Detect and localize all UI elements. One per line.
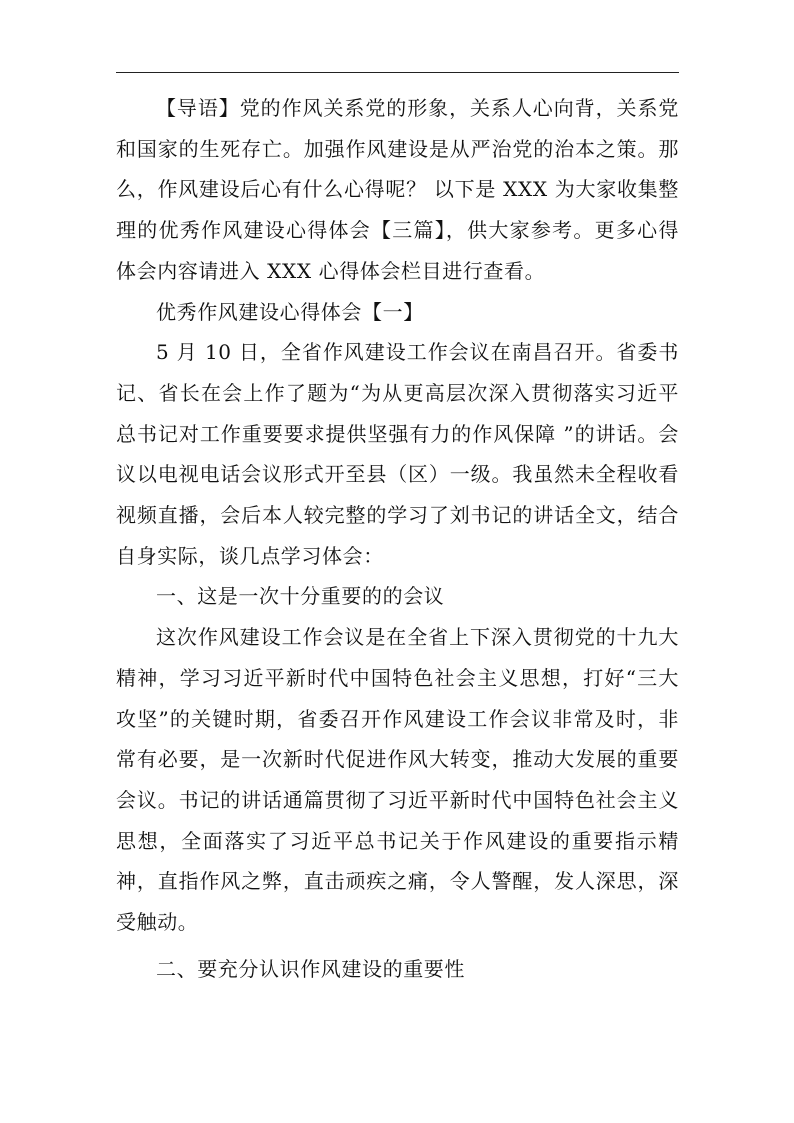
intro-paragraph: 【导语】党的作风关系党的形象，关系人心向背，关系党和国家的生死存亡。加强作风建设是从严治党的治本之策。那么，作风建设后心有什么心得呢？ 以下是 XXX 为大家收集整理的优秀作风建设心得体会【三篇】，供大家参考。更多心得体会内容请进入 XXX 心得体会栏目进行查看。	[116, 96, 679, 283]
paragraph-1: 5 月 10 日，全省作风建设工作会议在南昌召开。省委书记、省长在会上作了题为“为从更高层次深入贯彻落实习近平总书记对工作重要要求提供坚强有力的作风保障 ”的讲话。会议以电视电话会议形式开至县（区）一级。我虽然未全程收看视频直播，会后本人较完整的学习了刘书记的讲话全文，结合自身实际，谈几点学习体会：	[116, 340, 679, 568]
document-body	[116, 88, 679, 989]
section-title: 优秀作风建设心得体会【一】	[156, 299, 424, 324]
header-rule	[116, 72, 679, 73]
heading-2: 二、要充分认识作风建设的重要性	[156, 956, 465, 981]
paragraph-2: 这次作风建设工作会议是在全省上下深入贯彻党的十九大精神，学习习近平新时代中国特色社会主义思想，打好“三大攻坚”的关键时期，省委召开作风建设工作会议非常及时，非常有必要，是一次新时代促进作风大转变，推动大发展的重要会议。书记的讲话通篇贯彻了习近平新时代中国特色社会主义思想，全面落实了习近平总书记关于作风建设的重要指示精神，直指作风之弊，直击顽疾之痛，令人警醒，发人深思，深受触动。	[116, 625, 679, 935]
heading-1: 一、这是一次十分重要的的会议	[156, 584, 445, 609]
